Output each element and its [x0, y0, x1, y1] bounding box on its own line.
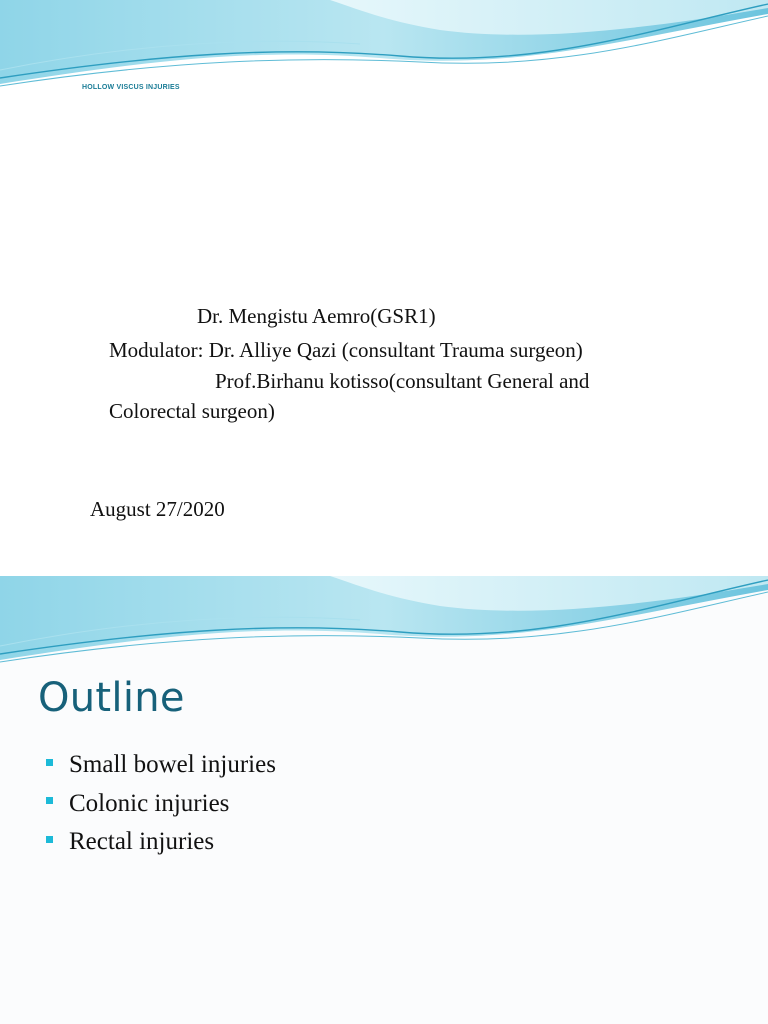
presentation-date: August 27/2020: [90, 497, 225, 521]
bullet-item-small-bowel: [46, 746, 276, 785]
square-bullet-icon: [46, 759, 53, 766]
bullet-text: Rectal injuries: [69, 828, 215, 856]
moderator-line-3: Colorectal surgeon): [109, 399, 275, 423]
outline-title: Outline: [38, 675, 185, 721]
bullet-text: Small bowel injuries: [69, 751, 276, 779]
moderator-line-1: Modulator: Dr. Alliye Qazi (consultant Trauma surgeon): [109, 338, 583, 362]
square-bullet-icon: [46, 797, 53, 804]
header-wave-decoration-2: [0, 576, 768, 676]
bullet-item-rectal: [46, 823, 276, 862]
header-title: HOLLOW VISCUS INJURIES: [82, 84, 180, 91]
bullet-item-colonic: [46, 785, 276, 824]
moderator-line-2: Prof.Birhanu kotisso(consultant General and: [215, 369, 590, 393]
bullet-text: Colonic injuries: [69, 789, 230, 817]
author-name: Dr. Mengistu Aemro(GSR1): [197, 304, 436, 328]
outline-bullet-list: [46, 746, 276, 862]
square-bullet-icon: [46, 836, 53, 843]
